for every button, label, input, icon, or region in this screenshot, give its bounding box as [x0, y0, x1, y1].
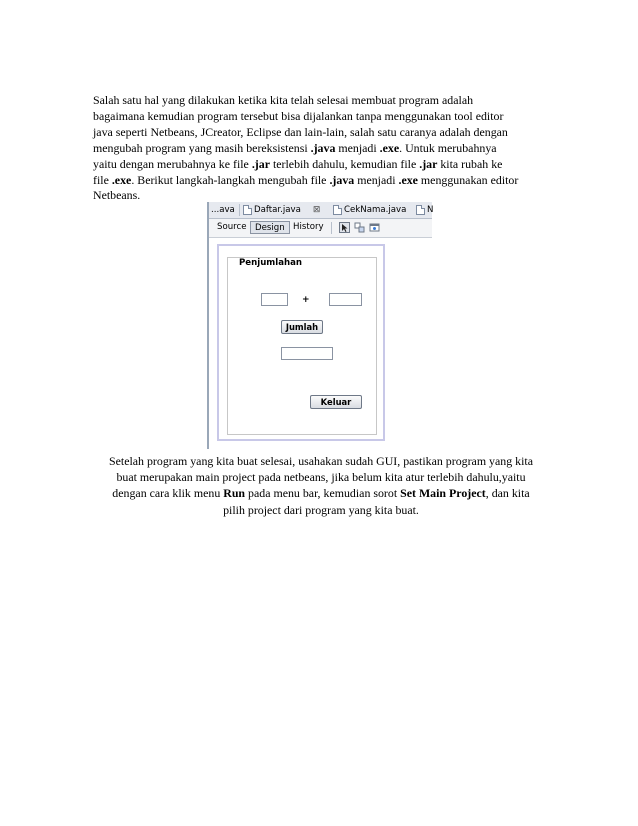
text-run: pada menu bar, kemudian sorot: [245, 486, 401, 501]
bold-term: .jar: [419, 156, 438, 171]
text-line: [93, 157, 553, 173]
editor-tab-bar: [209, 202, 432, 219]
text-line: [88, 469, 554, 485]
tab-ceknama-java[interactable]: [331, 203, 425, 217]
tab-label: N: [427, 205, 434, 215]
bold-term: Run: [223, 486, 246, 501]
instruction-paragraph: [88, 453, 554, 518]
text-run: menjadi: [354, 172, 399, 187]
preview-design-icon[interactable]: [369, 222, 380, 233]
design-button[interactable]: Design: [250, 221, 290, 234]
text-line: [88, 502, 554, 518]
editor-toolbar: [209, 219, 432, 238]
result-field[interactable]: [281, 347, 333, 360]
text-run: terlebih dahulu, kemudian file: [269, 156, 420, 171]
text-run: pilih project dari program yang kita buat.: [223, 502, 419, 517]
text-run: buat merupakan main project pada netbeans, jika belum kita atur terlebih dahulu,yaitu: [116, 470, 526, 485]
source-button[interactable]: Source: [217, 222, 247, 232]
text-line: [88, 485, 554, 501]
bold-term: .java: [310, 140, 336, 155]
tab-label: ...ava: [211, 205, 235, 215]
text-run: menggunakan editor: [417, 172, 519, 187]
text-run: . Berikut langkah-langkah mengubah file: [131, 172, 330, 187]
text-run: menjadi: [335, 140, 380, 155]
bold-term: Set Main Project: [400, 486, 486, 501]
connection-mode-icon[interactable]: [354, 222, 365, 233]
java-file-icon: [243, 205, 252, 215]
selection-mode-icon[interactable]: [339, 222, 350, 233]
first-number-field[interactable]: [261, 293, 288, 306]
bold-term: .exe: [111, 172, 132, 187]
bold-term: .exe: [398, 172, 418, 187]
jumlah-button[interactable]: Jumlah: [281, 320, 323, 334]
bold-term: .java: [329, 172, 355, 187]
text-run: mengubah program yang masih bereksistensi: [93, 140, 311, 155]
text-run: dengan cara klik menu: [112, 486, 224, 501]
second-number-field[interactable]: [329, 293, 362, 306]
text-line: [93, 173, 553, 189]
text-line: [93, 141, 553, 157]
text-run: java seperti Netbeans, JCreator, Eclipse dan lain-lain, salah satu caranya adalah dengan: [93, 124, 508, 139]
text-line: [93, 109, 553, 125]
text-run: , dan kita: [485, 486, 530, 501]
text-run: . Untuk merubahnya: [399, 140, 497, 155]
bold-term: .jar: [251, 156, 270, 171]
text-run: Salah satu hal yang dilakukan ketika kita telah selesai membuat program adalah: [93, 93, 474, 107]
panel-title: Penjumlahan: [239, 258, 303, 268]
toolbar-separator: [331, 222, 332, 234]
text-run: kita rubah ke: [437, 156, 503, 171]
text-run: file: [93, 172, 112, 187]
tab-n[interactable]: [414, 203, 435, 217]
keluar-button[interactable]: Keluar: [310, 395, 362, 409]
text-run: yaitu dengan merubahnya ke file: [93, 156, 252, 171]
bold-term: .exe: [379, 140, 400, 155]
text-line: [93, 125, 553, 141]
history-button[interactable]: History: [293, 222, 324, 232]
tab-label: Daftar.java: [254, 205, 301, 215]
design-canvas: [217, 244, 385, 441]
text-run: Setelah program yang kita buat selesai, usahakan sudah GUI, pastikan program yang kita: [109, 454, 533, 468]
tab-separator: [239, 204, 240, 216]
plus-label: +: [302, 295, 310, 305]
close-tab-icon[interactable]: ⊠: [312, 205, 321, 215]
netbeans-screenshot: [207, 202, 434, 449]
text-line: [93, 93, 553, 109]
text-run: Netbeans.: [93, 188, 141, 203]
intro-paragraph: [93, 93, 553, 204]
tab-daftar-java[interactable]: [241, 203, 322, 217]
tab-label: CekNama.java: [344, 205, 407, 215]
text-line: [88, 453, 554, 469]
text-run: bagaimana kemudian program tersebut bisa dijalankan tanpa menggunakan tool editor: [93, 108, 504, 123]
java-file-icon: [416, 205, 425, 215]
java-file-icon: [333, 205, 342, 215]
tab-ava[interactable]: [209, 203, 237, 217]
